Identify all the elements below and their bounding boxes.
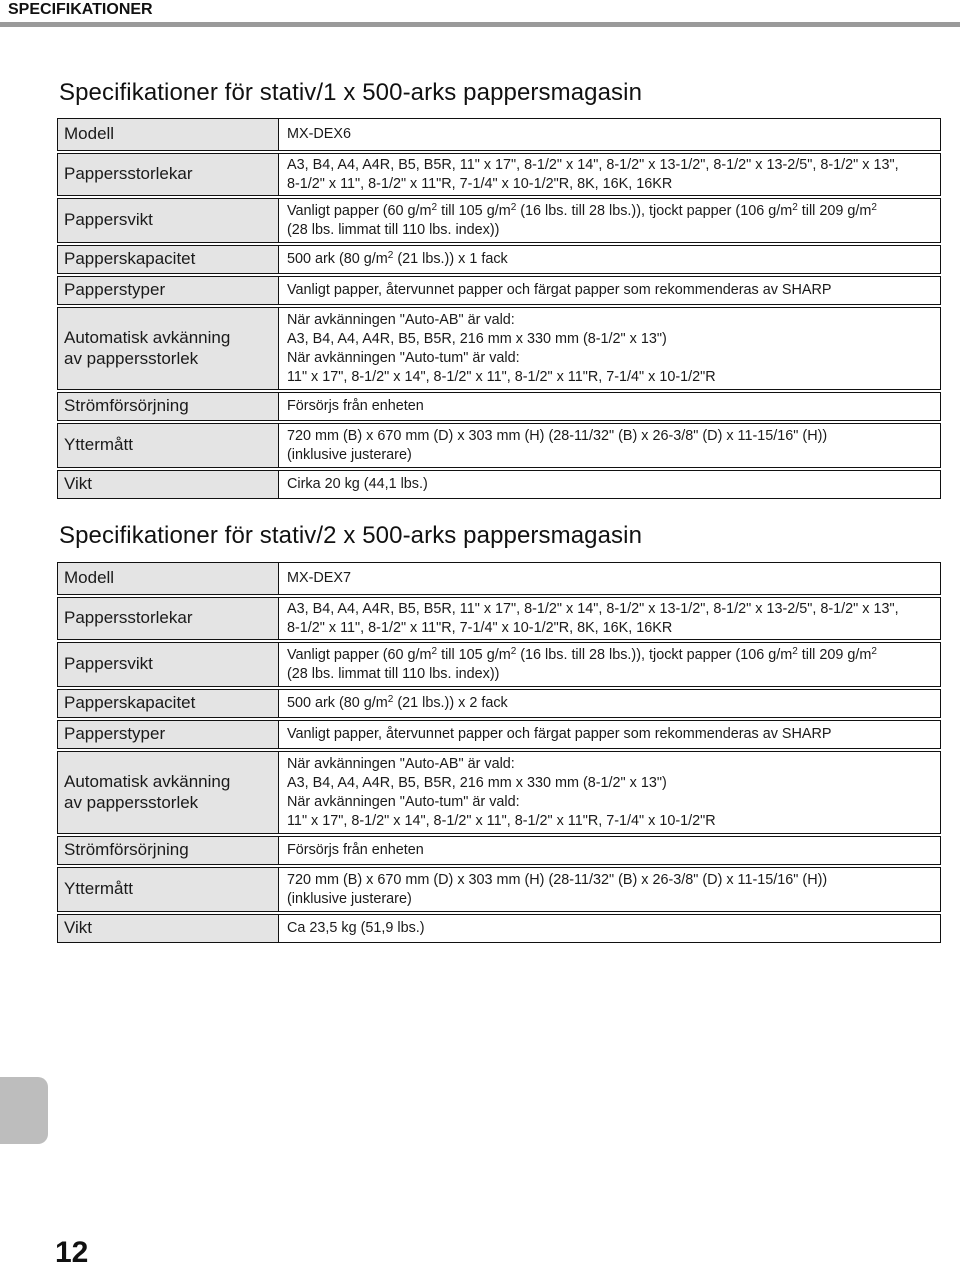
- row-label: Pappersstorlekar: [58, 598, 279, 640]
- row-value: Vanligt papper (60 $g/m^2$ till 105 $g/m^2$ (16 lbs. till 28 lbs.)), tjockt papper (106 $g/m^2$ till 209 $g/m^2$ (28 lbs. limmat till 110 lbs. index)): [279, 643, 941, 687]
- row-value: När avkänningen "Auto-AB" är vald: A3, B4, A4, A4R, B5, B5R, 216 mm x 330 mm (8-1/2" x 13") När avkänningen "Auto-tum" är vald: 11" x 17", 8-1/2" x 14", 8-1/2" x 11", 8-1/2" x 11"R, 7-1/4" x 10-1/2"R: [279, 752, 941, 834]
- row-value: Cirka 20 kg (44,1 lbs.): [279, 471, 941, 499]
- page-number: 12: [55, 1236, 89, 1269]
- running-header: SPECIFIKATIONER: [8, 1, 153, 18]
- table-row: [58, 563, 941, 595]
- row-value: 720 mm (B) x 670 mm (D) x 303 mm (H) (28-11/32" (B) x 26-3/8" (D) x 11-15/16" (H)) (inklusive justerare): [279, 868, 941, 912]
- table-row: [58, 277, 941, 305]
- row-value: MX-DEX6: [279, 119, 941, 151]
- table-row: [58, 119, 941, 151]
- row-value: MX-DEX7: [279, 563, 941, 595]
- row-label: Papperskapacitet: [58, 690, 279, 718]
- row-label: Papperstyper: [58, 277, 279, 305]
- table-row: [58, 598, 941, 640]
- section-title-dex7: Specifikationer för stativ/2 x 500-arks pappersmagasin: [59, 522, 643, 549]
- table-row: [58, 690, 941, 718]
- row-label: Yttermått: [58, 868, 279, 912]
- row-label: Papperstyper: [58, 721, 279, 749]
- row-value: 500 ark (80 $g/m^2$ (21 lbs.)) x 1 fack: [279, 246, 941, 274]
- row-label: Vikt: [58, 915, 279, 943]
- row-value: 720 mm (B) x 670 mm (D) x 303 mm (H) (28-11/32" (B) x 26-3/8" (D) x 11-15/16" (H)) (inklusive justerare): [279, 424, 941, 468]
- row-value: Vanligt papper, återvunnet papper och färgat papper som rekommenderas av SHARP: [279, 721, 941, 749]
- row-value: A3, B4, A4, A4R, B5, B5R, 11" x 17", 8-1/2" x 14", 8-1/2" x 13-1/2", 8-1/2" x 13-2/5", 8-1/2" x 13", 8-1/2" x 11", 8-1/2" x 11"R, 7-1/4" x 10-1/2"R, 8K, 16K, 16KR: [279, 154, 941, 196]
- table-row: [58, 424, 941, 468]
- row-label: Yttermått: [58, 424, 279, 468]
- row-label: Automatisk avkänning av pappersstorlek: [58, 752, 279, 834]
- spec-table-dex7: [57, 562, 941, 943]
- row-label: Papperskapacitet: [58, 246, 279, 274]
- section-title-dex6: Specifikationer för stativ/1 x 500-arks pappersmagasin: [59, 79, 643, 106]
- row-label: Modell: [58, 119, 279, 151]
- row-value: Ca 23,5 kg (51,9 lbs.): [279, 915, 941, 943]
- row-value: A3, B4, A4, A4R, B5, B5R, 11" x 17", 8-1/2" x 14", 8-1/2" x 13-1/2", 8-1/2" x 13-2/5", 8-1/2" x 13", 8-1/2" x 11", 8-1/2" x 11"R, 7-1/4" x 10-1/2"R, 8K, 16K, 16KR: [279, 598, 941, 640]
- row-label: Modell: [58, 563, 279, 595]
- table-row: [58, 837, 941, 865]
- row-label: Pappersstorlekar: [58, 154, 279, 196]
- row-label: Pappersvikt: [58, 199, 279, 243]
- table-row: [58, 868, 941, 912]
- row-label: Automatisk avkänning av pappersstorlek: [58, 308, 279, 390]
- row-value: Vanligt papper, återvunnet papper och färgat papper som rekommenderas av SHARP: [279, 277, 941, 305]
- chapter-side-tab: [0, 1077, 48, 1144]
- row-value: Vanligt papper (60 $g/m^2$ till 105 $g/m^2$ (16 lbs. till 28 lbs.)), tjockt papper (106 $g/m^2$ till 209 $g/m^2$ (28 lbs. limmat till 110 lbs. index)): [279, 199, 941, 243]
- table-row: [58, 308, 941, 390]
- header-rule: [0, 22, 960, 27]
- table-row: [58, 721, 941, 749]
- spec-table-dex6: [57, 118, 941, 499]
- row-label: Vikt: [58, 471, 279, 499]
- row-label: Pappersvikt: [58, 643, 279, 687]
- row-value: Försörjs från enheten: [279, 837, 941, 865]
- table-row: [58, 199, 941, 243]
- row-value: Försörjs från enheten: [279, 393, 941, 421]
- table-row: [58, 471, 941, 499]
- row-value: 500 ark (80 $g/m^2$ (21 lbs.)) x 2 fack: [279, 690, 941, 718]
- row-value: När avkänningen "Auto-AB" är vald: A3, B4, A4, A4R, B5, B5R, 216 mm x 330 mm (8-1/2" x 13") När avkänningen "Auto-tum" är vald: 11" x 17", 8-1/2" x 14", 8-1/2" x 11", 8-1/2" x 11"R, 7-1/4" x 10-1/2"R: [279, 308, 941, 390]
- table-row: [58, 915, 941, 943]
- table-row: [58, 154, 941, 196]
- table-row: [58, 643, 941, 687]
- table-row: [58, 393, 941, 421]
- table-row: [58, 246, 941, 274]
- row-label: Strömförsörjning: [58, 837, 279, 865]
- table-row: [58, 752, 941, 834]
- row-label: Strömförsörjning: [58, 393, 279, 421]
